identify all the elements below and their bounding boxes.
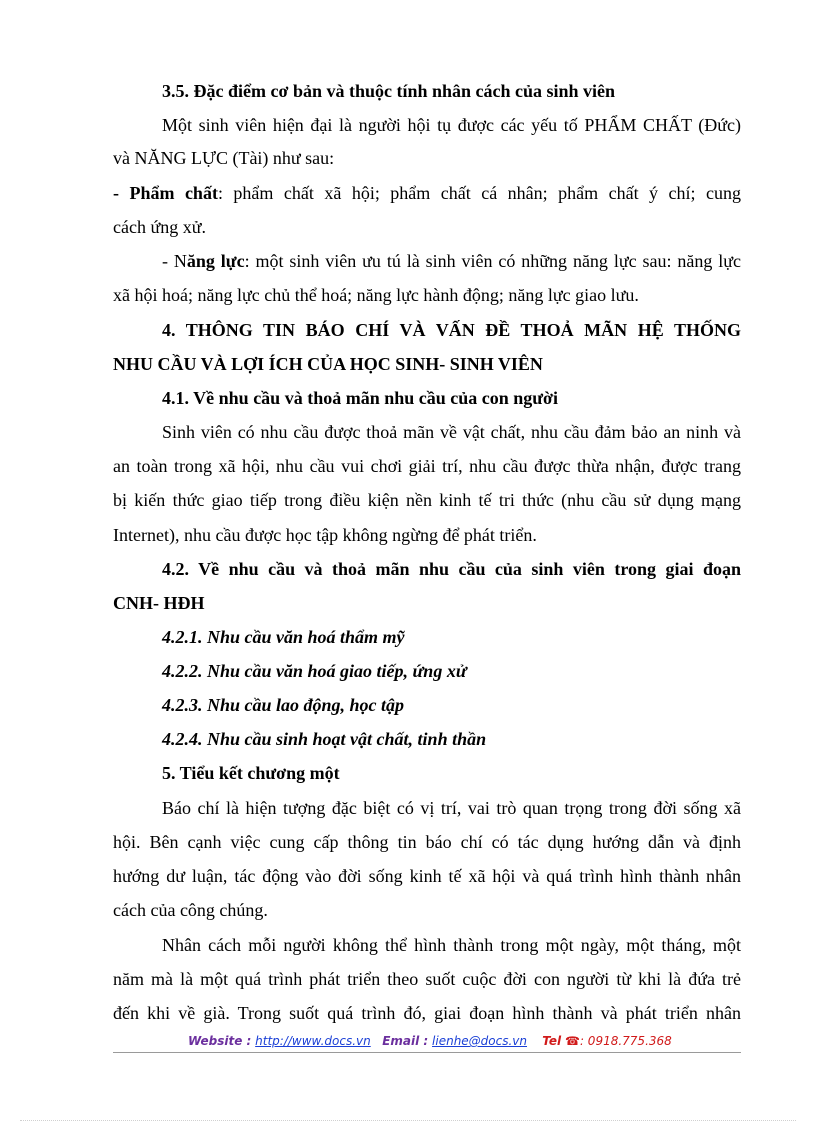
section-4-2-heading: 4.2. Về nhu cầu và thoả mãn nhu cầu của sinh viên trong giai đoạn [162,559,741,579]
ability-prefix: - N [162,251,187,271]
quality-label: - Phẩm chất [113,183,218,203]
section-4-heading-cont: NHU CẦU VÀ LỢI ÍCH CỦA HỌC SINH- SINH VIÊN [113,354,543,374]
paragraph-line: và NĂNG LỰC (Tài) như sau: [113,148,335,168]
subsection-4-2-4: 4.2.4. Nhu cầu sinh hoạt vật chất, tinh thần [162,729,487,749]
paragraph-line: năm mà là một quá trình phát triển theo suốt cuộc đời con người từ khi là đứa trẻ [113,969,741,989]
footer-phone: : 0918.775.368 [579,1034,672,1048]
page-footer [188,1033,672,1049]
paragraph-line: đến khi về già. Trong suốt quá trình đó, giai đoạn hình thành và phát triển nhân [113,1003,741,1023]
ability-label: ăng lực [186,251,245,271]
paragraph-line: cách ứng xử. [113,217,206,237]
footer-tel-label: Tel [542,1034,562,1048]
page-bottom-border [20,1120,796,1121]
footer-email-link[interactable]: lienhe@docs.vn [432,1034,528,1048]
paragraph-line: xã hội hoá; năng lực chủ thể hoá; năng lực hành động; năng lực giao lưu. [113,285,639,305]
quality-text: : phẩm chất xã hội; phẩm chất cá nhân; phẩm chất ý chí; cung [217,183,741,203]
paragraph-line: Một sinh viên hiện đại là người hội tụ được các yếu tố PHẨM CHẤT (Đức) [162,115,741,135]
paragraph-line: Báo chí là hiện tượng đặc biệt có vị trí, vai trò quan trọng trong đời sống xã [162,798,741,818]
footer-website-link[interactable]: http://www.docs.vn [255,1034,371,1048]
paragraph-line: cách của công chúng. [113,900,268,920]
ability-text: : một sinh viên ưu tú là sinh viên có những năng lực sau: năng lực [244,251,741,271]
paragraph-line: Nhân cách mỗi người không thể hình thành trong một ngày, một tháng, một [162,935,741,955]
footer-email-label: Email : [382,1034,429,1048]
section-4-2-heading-cont: CNH- HĐH [113,593,205,613]
subsection-4-2-1: 4.2.1. Nhu cầu văn hoá thẩm mỹ [162,627,405,647]
section-4-1-heading: 4.1. Về nhu cầu và thoả mãn nhu cầu của con người [162,388,559,408]
paragraph-line: Sinh viên có nhu cầu được thoả mãn về vật chất, nhu cầu đảm bảo an ninh và [162,422,741,442]
phone-icon: ☎ [565,1034,580,1048]
section-4-heading: 4. THÔNG TIN BÁO CHÍ VÀ VẤN ĐỀ THOẢ MÃN HỆ THỐNG [162,320,741,340]
subsection-4-2-3: 4.2.3. Nhu cầu lao động, học tập [162,695,405,715]
paragraph-line: hướng dư luận, tác động vào đời sống kinh tế xã hội và quá trình hình thành nhân [113,866,741,886]
quality-line [113,182,741,206]
footer-website-label: Website : [188,1034,252,1048]
paragraph-line: Internet), nhu cầu được học tập không ngừng để phát triển. [113,525,537,545]
subsection-4-2-2: 4.2.2. Nhu cầu văn hoá giao tiếp, ứng xử [162,661,467,681]
paragraph-line: hội. Bên cạnh việc cung cấp thông tin báo chí có tác dụng hướng dẫn và định [113,832,741,852]
paragraph-line: an toàn trong xã hội, nhu cầu vui chơi giải trí, nhu cầu được thừa nhận, được trang [113,456,741,476]
ability-line [162,250,741,274]
footer-divider [113,1052,741,1053]
section-5-heading: 5. Tiểu kết chương một [162,763,340,783]
section-3-5-heading: 3.5. Đặc điểm cơ bản và thuộc tính nhân cách của sinh viên [162,81,616,101]
paragraph-line: bị kiến thức giao tiếp trong điều kiện nền kinh tế tri thức (nhu cầu sử dụng mạng [113,490,741,510]
